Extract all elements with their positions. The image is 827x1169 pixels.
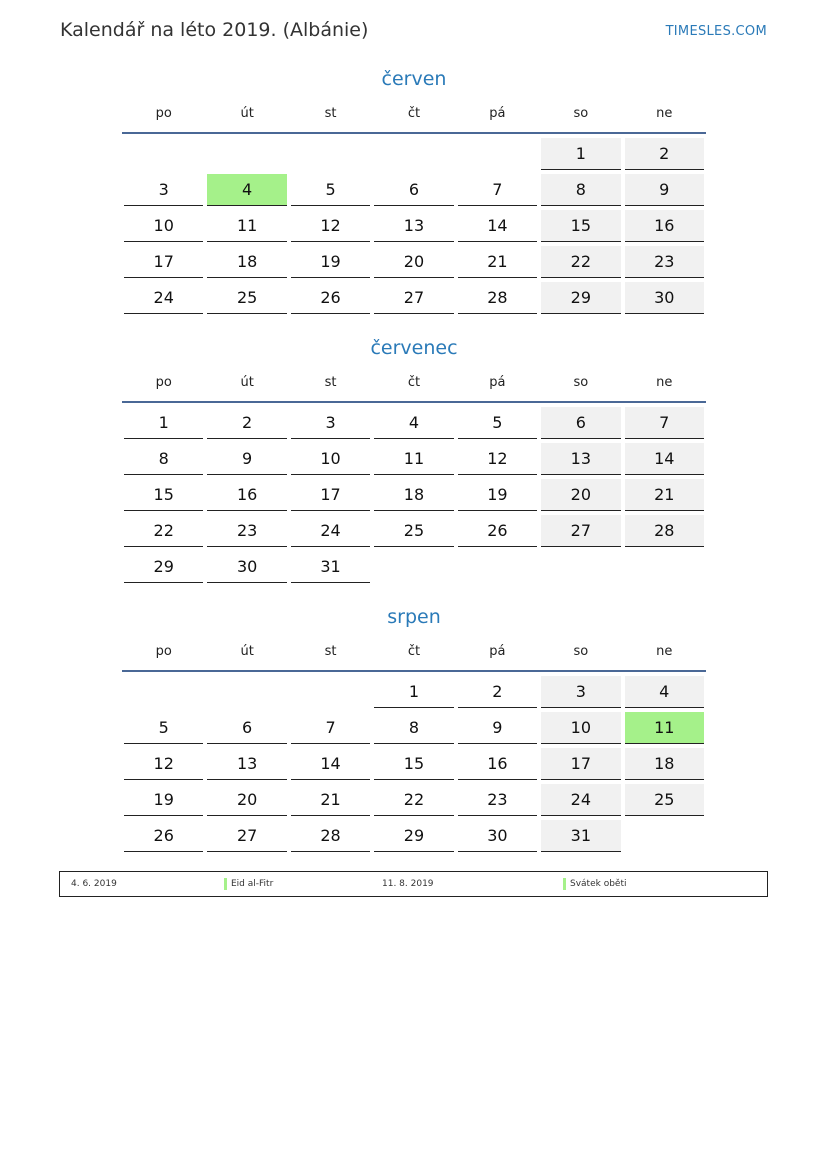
day-number: 22 (124, 515, 203, 547)
day-number: 17 (541, 748, 620, 780)
day-cell (122, 242, 205, 278)
day-cell (122, 403, 205, 439)
week-row (122, 134, 706, 170)
week-row (122, 278, 706, 314)
week-row (122, 672, 706, 708)
day-cell (372, 672, 455, 708)
day-number (458, 551, 537, 583)
month-calendar (122, 606, 706, 852)
day-cell (122, 816, 205, 852)
day-cell (623, 475, 706, 511)
week-row (122, 708, 706, 744)
day-cell (205, 511, 288, 547)
day-cell (539, 511, 622, 547)
day-number: 14 (458, 210, 537, 242)
day-number: 17 (291, 479, 370, 511)
day-cell (372, 744, 455, 780)
day-cell (372, 475, 455, 511)
day-number: 2 (625, 138, 704, 170)
day-number: 7 (625, 407, 704, 439)
day-cell (122, 708, 205, 744)
day-number: 6 (207, 712, 286, 744)
day-number: 26 (458, 515, 537, 547)
empty-day-cell (289, 134, 372, 170)
day-number: 27 (374, 282, 453, 314)
day-number: 2 (207, 407, 286, 439)
day-cell (122, 511, 205, 547)
day-number: 10 (124, 210, 203, 242)
week-row (122, 511, 706, 547)
day-cell (623, 672, 706, 708)
day-cell (456, 242, 539, 278)
weekday-label: pá (489, 644, 506, 659)
empty-day-cell (623, 547, 706, 583)
week-row (122, 475, 706, 511)
day-number: 29 (374, 820, 453, 852)
day-number: 11 (374, 443, 453, 475)
holiday-legend (59, 871, 768, 897)
day-cell (205, 206, 288, 242)
week-row (122, 744, 706, 780)
week-row (122, 439, 706, 475)
day-cell (623, 134, 706, 170)
day-number: 6 (541, 407, 620, 439)
day-cell (205, 242, 288, 278)
week-row (122, 170, 706, 206)
week-row (122, 816, 706, 852)
day-number: 14 (291, 748, 370, 780)
day-cell (289, 547, 372, 583)
day-cell (122, 475, 205, 511)
day-number: 21 (458, 246, 537, 278)
day-number: 10 (291, 443, 370, 475)
day-number: 24 (124, 282, 203, 314)
day-cell (205, 475, 288, 511)
day-cell (372, 439, 455, 475)
day-number: 25 (374, 515, 453, 547)
day-cell (122, 206, 205, 242)
week-row (122, 206, 706, 242)
empty-day-cell (205, 134, 288, 170)
weekday-header (122, 371, 706, 403)
day-cell (205, 547, 288, 583)
day-cell (539, 242, 622, 278)
weekday-label: so (573, 106, 589, 121)
day-number: 8 (374, 712, 453, 744)
day-number: 21 (291, 784, 370, 816)
day-number: 18 (625, 748, 704, 780)
day-number: 12 (458, 443, 537, 475)
day-cell (372, 242, 455, 278)
empty-day-cell (372, 134, 455, 170)
month-name: srpen (387, 606, 441, 628)
day-number: 8 (124, 443, 203, 475)
day-cell (539, 403, 622, 439)
week-row (122, 780, 706, 816)
day-cell (623, 780, 706, 816)
day-cell (539, 672, 622, 708)
day-number: 7 (458, 174, 537, 206)
weekday-label: pá (489, 106, 506, 121)
day-number: 29 (124, 551, 203, 583)
day-cell (456, 744, 539, 780)
empty-day-cell (122, 134, 205, 170)
day-cell (539, 206, 622, 242)
day-cell (289, 708, 372, 744)
day-number: 13 (374, 210, 453, 242)
weekday-label: so (573, 375, 589, 390)
empty-day-cell (456, 547, 539, 583)
day-cell (372, 403, 455, 439)
day-cell (205, 744, 288, 780)
week-row (122, 547, 706, 583)
day-cell (623, 439, 706, 475)
day-cell (623, 206, 706, 242)
day-number: 15 (374, 748, 453, 780)
day-cell (289, 475, 372, 511)
day-cell (289, 403, 372, 439)
day-cell (289, 242, 372, 278)
brand-link[interactable]: TIMESLES.COM (665, 24, 767, 39)
day-number: 1 (124, 407, 203, 439)
day-number: 3 (124, 174, 203, 206)
day-cell (289, 206, 372, 242)
day-number: 9 (458, 712, 537, 744)
day-number: 22 (541, 246, 620, 278)
day-cell (122, 278, 205, 314)
empty-day-cell (623, 816, 706, 852)
day-number (541, 551, 620, 583)
day-cell (623, 278, 706, 314)
day-cell (623, 170, 706, 206)
day-cell (122, 439, 205, 475)
day-cell (456, 206, 539, 242)
day-number: 27 (541, 515, 620, 547)
day-cell (205, 170, 288, 206)
day-cell (539, 439, 622, 475)
day-cell (539, 780, 622, 816)
weekday-label: ne (656, 375, 673, 390)
day-number (374, 138, 453, 170)
day-number: 11 (625, 712, 704, 744)
holiday-color-swatch (563, 878, 566, 890)
weekday-label: po (155, 644, 172, 659)
day-number: 21 (625, 479, 704, 511)
day-cell (539, 744, 622, 780)
day-number: 1 (374, 676, 453, 708)
day-number: 22 (374, 784, 453, 816)
day-cell (205, 403, 288, 439)
day-number: 13 (207, 748, 286, 780)
legend-name-text: Eid al-Fitr (231, 879, 274, 889)
day-cell (122, 547, 205, 583)
day-number: 3 (291, 407, 370, 439)
weekday-label: pá (489, 375, 506, 390)
day-cell (289, 170, 372, 206)
day-cell (372, 511, 455, 547)
day-number: 31 (291, 551, 370, 583)
day-number: 25 (625, 784, 704, 816)
page-title: Kalendář na léto 2019. (Albánie) (60, 19, 369, 41)
week-row (122, 403, 706, 439)
day-number: 16 (458, 748, 537, 780)
day-number (291, 138, 370, 170)
day-number: 5 (291, 174, 370, 206)
weekday-header (122, 102, 706, 134)
day-number: 1 (541, 138, 620, 170)
day-number: 31 (541, 820, 620, 852)
weekday-label: st (324, 106, 337, 121)
day-number: 25 (207, 282, 286, 314)
day-number: 19 (124, 784, 203, 816)
day-number: 24 (541, 784, 620, 816)
day-number (124, 676, 203, 708)
weekday-label: ne (656, 106, 673, 121)
day-cell (289, 439, 372, 475)
day-number: 12 (291, 210, 370, 242)
day-number: 29 (541, 282, 620, 314)
day-number: 5 (458, 407, 537, 439)
day-cell (623, 242, 706, 278)
day-cell (456, 278, 539, 314)
day-number: 18 (207, 246, 286, 278)
weekday-label: čt (407, 375, 421, 390)
day-cell (205, 439, 288, 475)
weekday-label: út (240, 106, 254, 121)
day-number: 9 (625, 174, 704, 206)
empty-day-cell (205, 672, 288, 708)
month-calendar (122, 337, 706, 583)
day-number: 5 (124, 712, 203, 744)
day-cell (456, 170, 539, 206)
day-number: 9 (207, 443, 286, 475)
legend-holiday-name (224, 879, 273, 889)
day-cell (539, 475, 622, 511)
day-number: 30 (207, 551, 286, 583)
day-number (207, 676, 286, 708)
day-number: 16 (207, 479, 286, 511)
legend-date: 4. 6. 2019 (71, 879, 117, 889)
day-number: 28 (291, 820, 370, 852)
empty-day-cell (539, 547, 622, 583)
day-number: 4 (207, 174, 286, 206)
day-cell (456, 511, 539, 547)
weekday-label: út (240, 375, 254, 390)
day-cell (289, 511, 372, 547)
legend-date: 11. 8. 2019 (382, 879, 434, 889)
legend-name-text: Svátek oběti (570, 879, 627, 889)
month-name: červen (381, 68, 447, 90)
day-cell (205, 780, 288, 816)
day-cell (372, 780, 455, 816)
weekday-label: čt (407, 106, 421, 121)
day-cell (372, 708, 455, 744)
day-cell (539, 816, 622, 852)
day-number: 3 (541, 676, 620, 708)
weekday-label: út (240, 644, 254, 659)
day-cell (456, 708, 539, 744)
day-number: 20 (207, 784, 286, 816)
day-number: 19 (291, 246, 370, 278)
day-number (625, 820, 704, 852)
day-cell (456, 672, 539, 708)
day-number: 11 (207, 210, 286, 242)
empty-day-cell (289, 672, 372, 708)
month-calendar (122, 68, 706, 314)
day-cell (372, 278, 455, 314)
day-number: 7 (291, 712, 370, 744)
day-number: 10 (541, 712, 620, 744)
weekday-label: st (324, 644, 337, 659)
day-number: 30 (458, 820, 537, 852)
day-number: 28 (458, 282, 537, 314)
day-number: 15 (124, 479, 203, 511)
day-number: 8 (541, 174, 620, 206)
day-number: 26 (124, 820, 203, 852)
weekday-label: ne (656, 644, 673, 659)
day-cell (372, 170, 455, 206)
day-number: 19 (458, 479, 537, 511)
day-number: 23 (458, 784, 537, 816)
weekday-label: po (155, 106, 172, 121)
day-number: 17 (124, 246, 203, 278)
day-number: 6 (374, 174, 453, 206)
day-number (374, 551, 453, 583)
day-number: 2 (458, 676, 537, 708)
day-number: 12 (124, 748, 203, 780)
day-cell (539, 170, 622, 206)
day-number: 23 (625, 246, 704, 278)
day-cell (122, 170, 205, 206)
holiday-color-swatch (224, 878, 227, 890)
day-number: 15 (541, 210, 620, 242)
day-cell (122, 744, 205, 780)
day-number: 4 (374, 407, 453, 439)
day-cell (289, 744, 372, 780)
day-cell (456, 780, 539, 816)
day-cell (623, 403, 706, 439)
day-number (207, 138, 286, 170)
weekday-label: so (573, 644, 589, 659)
day-cell (456, 816, 539, 852)
weekday-label: čt (407, 644, 421, 659)
day-number: 14 (625, 443, 704, 475)
day-number: 30 (625, 282, 704, 314)
day-number: 18 (374, 479, 453, 511)
day-cell (122, 780, 205, 816)
day-cell (205, 816, 288, 852)
month-name: červenec (370, 337, 458, 359)
day-number: 20 (541, 479, 620, 511)
empty-day-cell (372, 547, 455, 583)
day-cell (372, 206, 455, 242)
day-cell (205, 708, 288, 744)
week-row (122, 242, 706, 278)
empty-day-cell (122, 672, 205, 708)
day-cell (456, 403, 539, 439)
day-cell (623, 511, 706, 547)
day-number: 23 (207, 515, 286, 547)
day-cell (623, 708, 706, 744)
legend-holiday-name (563, 879, 626, 889)
day-cell (289, 780, 372, 816)
weekday-label: po (155, 375, 172, 390)
day-cell (289, 816, 372, 852)
day-cell (289, 278, 372, 314)
day-number: 4 (625, 676, 704, 708)
day-number (458, 138, 537, 170)
day-cell (205, 278, 288, 314)
day-cell (539, 134, 622, 170)
day-number (625, 551, 704, 583)
day-cell (539, 278, 622, 314)
day-number (124, 138, 203, 170)
day-cell (539, 708, 622, 744)
day-cell (372, 816, 455, 852)
day-number: 16 (625, 210, 704, 242)
day-cell (456, 439, 539, 475)
day-number: 26 (291, 282, 370, 314)
weekday-header (122, 640, 706, 672)
day-number: 24 (291, 515, 370, 547)
day-number: 28 (625, 515, 704, 547)
empty-day-cell (456, 134, 539, 170)
day-number: 13 (541, 443, 620, 475)
day-cell (456, 475, 539, 511)
day-number: 27 (207, 820, 286, 852)
day-number: 20 (374, 246, 453, 278)
day-cell (623, 744, 706, 780)
day-number (291, 676, 370, 708)
weekday-label: st (324, 375, 337, 390)
